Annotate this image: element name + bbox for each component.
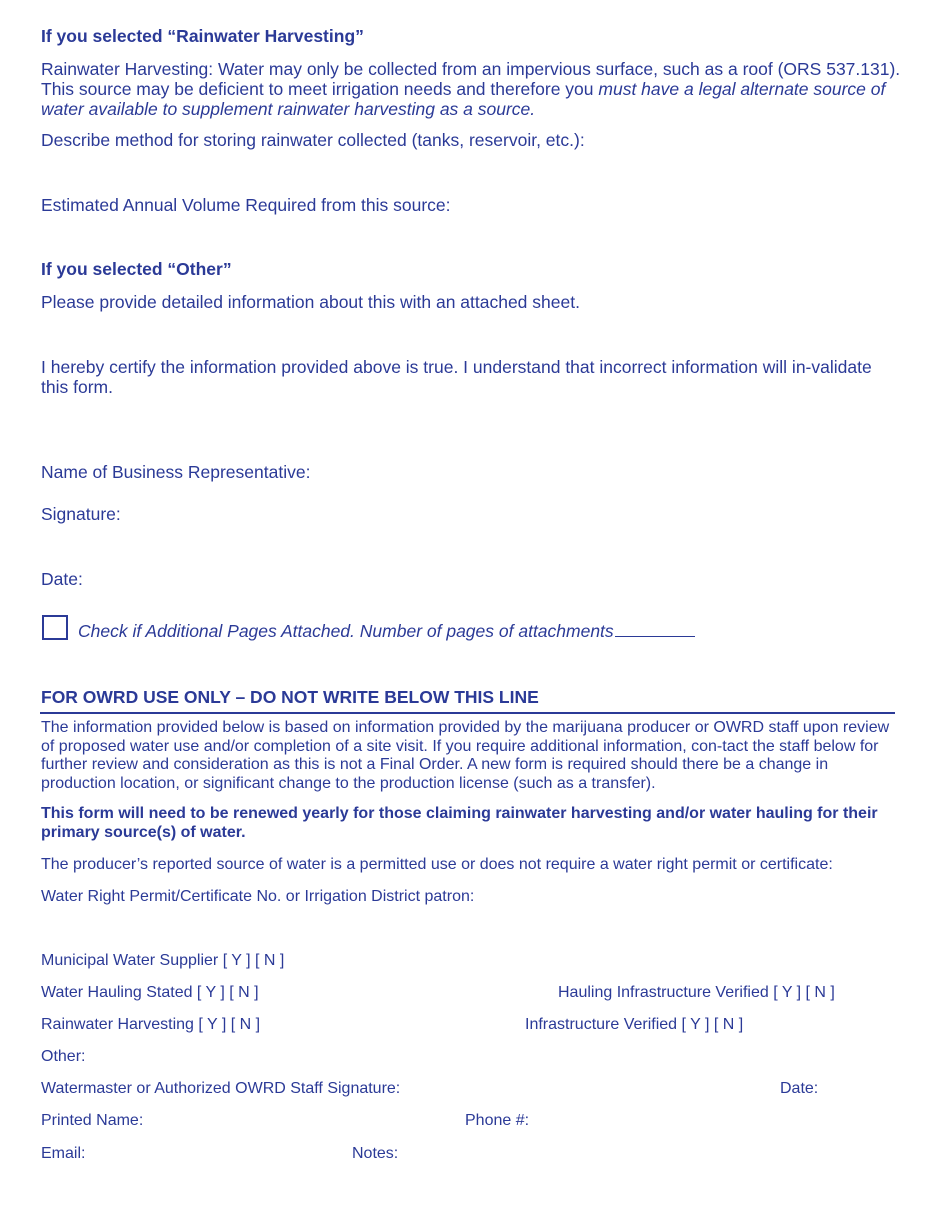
phone-label: Phone #: <box>465 1112 530 1129</box>
attachments-count-field[interactable] <box>615 622 695 637</box>
rainwater-intro-text: Rainwater Harvesting: Water may only be collected from an impervious surface, such as a roof (ORS 537.131). This source may be deficient to meet irrigation needs and therefore you <box>41 59 901 99</box>
rainwater-intro <box>41 59 901 119</box>
divider-line <box>40 712 895 714</box>
hauling-infrastructure-label: Hauling Infrastructure Verified [ Y ] [ N ] <box>558 984 835 1001</box>
infrastructure-verified-label: Infrastructure Verified [ Y ] [ N ] <box>525 1016 744 1033</box>
annual-volume-label: Estimated Annual Volume Required from this source: <box>41 195 451 215</box>
other-label: Other: <box>41 1048 86 1065</box>
municipal-supplier-label: Municipal Water Supplier [ Y ] [ N ] <box>41 952 285 969</box>
email-label: Email: <box>41 1145 86 1162</box>
certification-statement: I hereby certify the information provided above is true. I understand that incorrect information will in-validate this form. <box>41 357 872 397</box>
staff-date-label: Date: <box>780 1080 819 1097</box>
owrd-info-paragraph: The information provided below is based on information provided by the marijuana producer or OWRD staff upon review of proposed water use and/or completion of a site visit. If you require additional information, con-tact the staff below for further review and consideration as this is not a Final Order. A new form is required should there be a change in production location, or significant change to the production license (such as a transfer). <box>41 719 890 792</box>
rainwater-heading: If you selected “Rainwater Harvesting” <box>41 26 364 46</box>
other-prompt: Please provide detailed information about this with an attached sheet. <box>41 292 580 312</box>
water-right-label: Water Right Permit/Certificate No. or Irrigation District patron: <box>41 888 475 905</box>
rep-name-label: Name of Business Representative: <box>41 462 311 482</box>
permitted-use-statement: The producer’s reported source of water is a permitted use or does not require a water right permit or certificate: <box>41 856 833 873</box>
rainwater-harvesting-label: Rainwater Harvesting [ Y ] [ N ] <box>41 1016 261 1033</box>
other-heading: If you selected “Other” <box>41 259 232 279</box>
attachments-row <box>78 621 695 642</box>
notes-label: Notes: <box>352 1145 399 1162</box>
water-hauling-label: Water Hauling Stated [ Y ] [ N ] <box>41 984 259 1001</box>
rainwater-intro-emphasis: must have a legal alternate source of water available to supplement rainwater harvesting as a source. <box>41 79 886 119</box>
date-label: Date: <box>41 569 83 589</box>
signature-label: Signature: <box>41 504 121 524</box>
attachments-checkbox[interactable] <box>42 615 68 640</box>
printed-name-label: Printed Name: <box>41 1112 144 1129</box>
renewal-notice: This form will need to be renewed yearly for those claiming rainwater harvesting and/or water hauling for their primary source(s) of water. <box>41 805 878 841</box>
attachments-label: Check if Additional Pages Attached. Number of pages of attachments <box>78 621 614 641</box>
owrd-heading: FOR OWRD USE ONLY – DO NOT WRITE BELOW THIS LINE <box>41 687 539 707</box>
storage-method-label: Describe method for storing rainwater collected (tanks, reservoir, etc.): <box>41 130 585 150</box>
staff-signature-label: Watermaster or Authorized OWRD Staff Signature: <box>41 1080 401 1097</box>
